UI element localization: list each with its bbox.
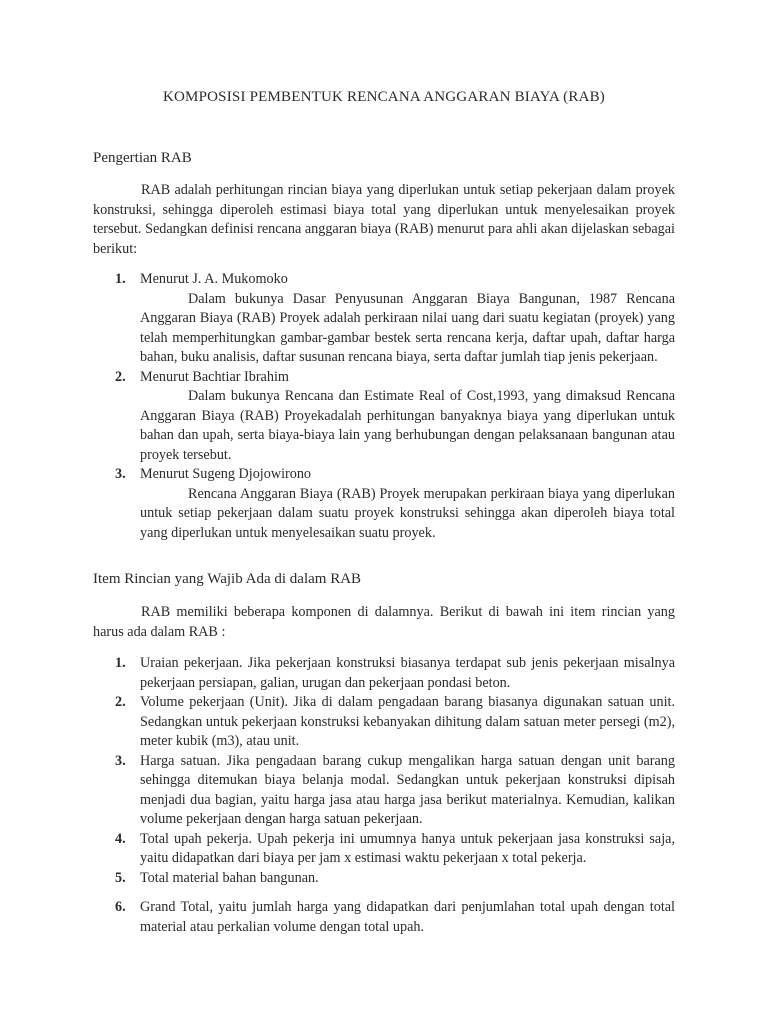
section-heading-item-rincian: Item Rincian yang Wajib Ada di dalam RAB (93, 571, 362, 587)
list-item (93, 898, 675, 937)
list-number: 5. (115, 869, 126, 886)
list-item (93, 693, 675, 752)
list-number: 4. (115, 830, 126, 847)
list-item (93, 752, 675, 830)
section-heading-pengertian: Pengertian RAB (93, 150, 192, 166)
list-item-text: Rencana Anggaran Biaya (RAB) Proyek merupakan perkiraan biaya yang diperlukan untuk setiap pekerjaan dalam suatu proyek konstruksi sehingga akan diperoleh biaya total yang diperlukan untuk menyelesaikan suatu proyek. (140, 485, 675, 541)
list-item-label: Menurut J. A. Mukomoko (140, 271, 288, 287)
list-item-text: Volume pekerjaan (Unit). Jika di dalam pengadaan barang biasanya digunakan satuan unit. Sedangkan untuk pekerjaan konstruksi kebanyakan dihitung dalam satuan meter persegi (m2), meter kubik (m3), atau unit. (140, 694, 675, 749)
list-item (93, 830, 675, 869)
list-item (93, 270, 675, 368)
list-number: 6. (115, 899, 126, 915)
document-title: KOMPOSISI PEMBENTUK RENCANA ANGGARAN BIAYA (RAB) (162, 89, 605, 105)
list-number: 2. (115, 694, 126, 710)
list-item-text: Total material bahan bangunan. (140, 869, 319, 886)
list-item-label: Menurut Bachtiar Ibrahim (140, 368, 289, 385)
list-item (93, 654, 675, 693)
list-number: 1. (115, 271, 126, 287)
list-number: 1. (115, 655, 126, 671)
section-intro-item-rincian: RAB memiliki beberapa komponen di dalamnya. Berikut di bawah ini item rincian yang harus ada dalam RAB : (93, 604, 675, 640)
section-intro-pengertian: RAB adalah perhitungan rincian biaya yang diperlukan untuk setiap pekerjaan dalam proyek konstruksi, sehingga diperoleh estimasi biaya total yang diperlukan untuk menyelesaikan proyek tersebut. Sedangkan definisi rencana anggaran biaya (RAB) menurut para ahli akan dijelaskan sebagai berikut: (93, 182, 675, 257)
list-item-text: Uraian pekerjaan. Jika pekerjaan konstruksi biasanya terdapat sub jenis pekerjaan misalnya pekerjaan persiapan, galian, urugan dan pekerjaan pondasi beton. (140, 655, 675, 691)
list-item-text: Harga satuan. Jika pengadaan barang cukup mengalikan harga satuan dengan unit barang sehingga ditemukan biaya belanja modal. Sedangkan untuk pekerjaan konstruksi dipisah menjadi dua bagian, yaitu harga jasa atau harga jasa berikut materialnya. Kemudian, kalikan volume pekerjaan dengan harga satuan pekerjaan. (140, 752, 675, 827)
list-item-text: Total upah pekerja. Upah pekerja ini umumnya hanya untuk pekerjaan jasa konstruksi saja, yaitu didapatkan dari biaya per jam x estimasi waktu pekerjaan x total pekerja. (140, 830, 675, 866)
list-item-text: Grand Total, yaitu jumlah harga yang didapatkan dari penjumlahan total upah dengan total material atau perkalian volume dengan total upah. (140, 899, 675, 935)
list-number: 2. (115, 368, 126, 385)
list-item-text: Dalam bukunya Dasar Penyusunan Anggaran Biaya Bangunan, 1987 Rencana Anggaran Biaya (RAB) Proyek adalah perkiraan nilai uang dari suatu kegiatan (proyek) yang telah memperhitungkan gambar-gambar bestek serta rencana kerja, daftar upah, daftar harga bahan, buku analisis, daftar susunan rencana biaya, serta daftar jumlah tiap jenis pekerjaan. (140, 290, 675, 365)
list-item (93, 368, 675, 466)
definition-list (93, 270, 675, 543)
list-item-label: Menurut Sugeng Djojowirono (140, 466, 312, 482)
list-number: 3. (115, 466, 126, 482)
component-list (93, 654, 675, 937)
list-item-text: Dalam bukunya Rencana dan Estimate Real of Cost,1993, yang dimaksud Rencana Anggaran Biaya (RAB) Proyekadalah perhitungan banyaknya biaya yang diperlukan untuk bahan dan upah, serta biaya-biaya lain yang berhubungan dengan pelaksanaan bangunan atau proyek tersebut. (140, 388, 675, 463)
list-number: 3. (115, 752, 126, 769)
list-item (93, 465, 675, 543)
list-item (93, 869, 675, 889)
